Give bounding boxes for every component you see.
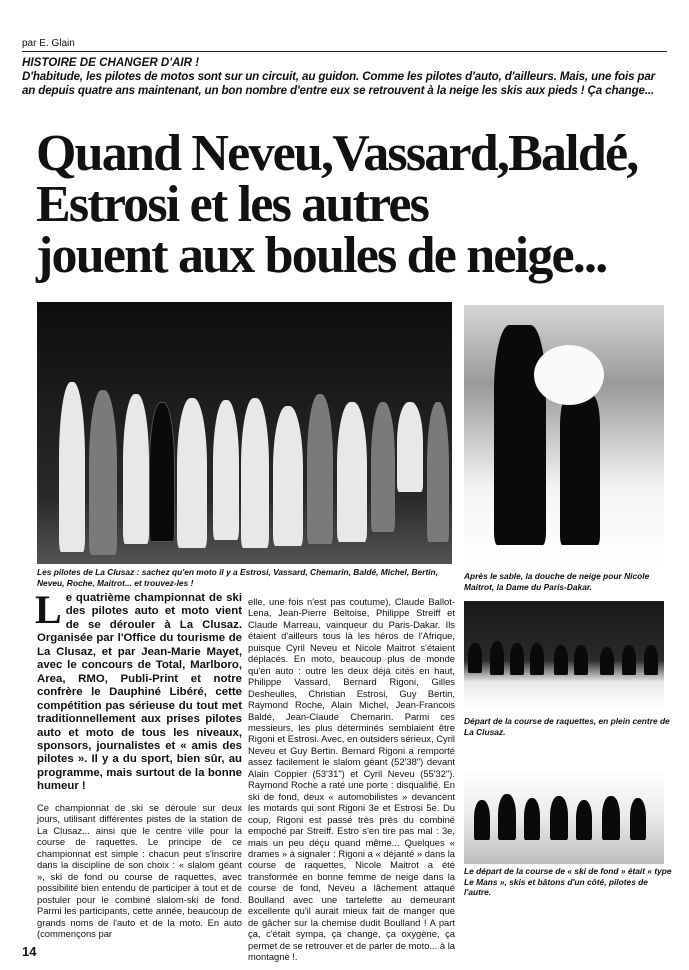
kicker: HISTOIRE DE CHANGER D'AIR ! [22, 56, 200, 69]
byline: par E. Glain [22, 38, 75, 49]
body-text-left: Ce championnat de ski se déroule sur deux jours, utilisant différentes pistes de la station de La Clusaz... ainsi que le centre ville pour la course de raquettes. Le principe de ce championnat est simple : chacun peut s'inscrire dans la discipline de son choix : « slalom géant », ski de fond ou course de raquettes, avec possibilité bien entendu de participer à tout et de postuler pour le combiné slalom-ski de fond. Parmi les participants, cette année, beaucoup de grands noms de l'auto et de la moto. En auto (commençons par [37, 802, 242, 939]
headline [36, 125, 676, 284]
snowshoe-race-photo [464, 601, 664, 709]
cross-country-start-photo [464, 770, 664, 864]
main-photo-caption: Les pilotes de La Clusaz : sachez qu'en moto il y a Estrosi, Vassard, Chemarin, Baldé, Michel, Bertin, Neveu, Roche, Maitrot... et trouvez-les ! [37, 567, 439, 588]
page-number: 14 [22, 944, 37, 959]
body-text-middle: elle, une fois n'est pas coutume), Claude Ballot-Lena, Jean-Pierre Beltoise, Philippe Streiff et Claude Marreau, vainqueur du Paris-Dakar. Ils étaient d'ailleurs tous là les héros de l'Afrique, puisque Cyril Neveu et Nicole Maitrot s'étaient déplacés. En moto, beaucoup plus de monde qu'en auto : outre les deux déjà cités en haut, Philippe Vassard, Bernard Rigoni, Gilles Desheulles, Christian Estrosi, Guy Bertin, Raymond Roche, Alain Michel, Jean-Francois Baldé, Jean-Claude Chemarin. Parmi ces messieurs, les plus déterminés semblaient être Rigoni et Estrosi. Avec, en outsiders sérieux, Cyril Neveu et Guy Bertin. Bernard Rigoni a remporté assez facilement le slalom géant (52'38") devant Alain Coppier (53'31") et Cyril Neveu (55'32"). Raymond Roche a raté une porte : disqualifié. En ski de fond, deux « automobilistes » devancent les motards qui sont Rigoni 3e et Estrosi 5e. Du coup, Rigoni est passé très près du combiné empoché par Streiff. Estro s'en tire pas mal : 3e, mais un peu déçu quand même... Quelques « drames » à signaler : Rigoni a « déjanté » dans la course de raquettes, Nicole Maitrot a été transformée en bonne femme de neige dans la course de fond, Neveu a lâchement attaqué Boulland avec une tartelette au demeurant excellente qu'il aurait mieux fait de manger que de gâcher sur la chemise dudit Boulland ! A part ça, c'était sympa, ça change, ça oxygène, ça permet de se retrouver et de parler de moto... à la montagne !. [248, 596, 455, 963]
lead-paragraph [35, 587, 242, 794]
intro-paragraph: D'habitude, les pilotes de motos sont sur un circuit, au guidon. Comme les pilotes d'auto, d'ailleurs. Mais, une fois par an depuis quatre ans maintenant, un bon nombre d'entre eux se retrouvent à la neige les skis aux pieds ! Ça change... [22, 70, 656, 97]
header-rule [22, 51, 667, 52]
cross-country-start-caption: Le départ de la course de « ski de fond » était « type Le Mans », skis et bâtons d'un côté, pilotes de l'autre. [464, 866, 672, 897]
lead-text: e quatrième championnat de ski des pilotes auto et moto vient de se dérouler à La Clusaz. Organisée par l'Office du tourisme de La Clusaz, et par Jean-Marie Mayet, avec le concours de Total, Marlboro, Area, RMO, Publi-Print et notre confrère le Dauphiné Libéré, cette compétition pas sérieuse du tout met traditionnellement aux prises pilotes auto et moto de tous les niveaux, sponsors, journalistes et « amis des pilotes ». Il y a du sport, bien sûr, au programme, mais surtout de la bonne humeur ! [37, 592, 242, 793]
headline-line-1: Quand Neveu,Vassard,Baldé, [36, 125, 638, 182]
snow-shower-photo [464, 305, 664, 567]
group-photo [37, 302, 452, 564]
snowshoe-race-caption: Départ de la course de raquettes, en plein centre de La Clusaz. [464, 716, 670, 737]
drop-cap: L [35, 587, 62, 632]
headline-line-3: jouent aux boules de neige... [36, 227, 607, 284]
snow-shower-caption: Après le sable, la douche de neige pour Nicole Maitrot, la Dame du Paris-Dakar. [464, 571, 650, 592]
headline-line-2: Estrosi et les autres [36, 176, 429, 233]
